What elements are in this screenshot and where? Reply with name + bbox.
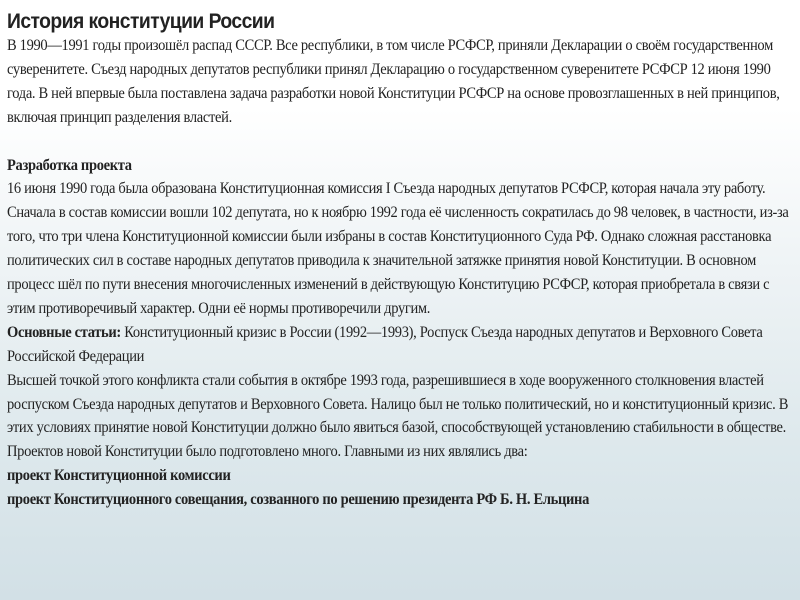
slide-body — [7, 34, 798, 512]
spacer — [7, 130, 798, 154]
main-articles-label: Основные статьи: — [7, 323, 121, 341]
paragraph-projects: Проектов новой Конституции было подготовлено много. Главными из них являлись два: — [7, 443, 528, 461]
section-heading: Разработка проекта — [7, 156, 132, 174]
project-item-1: проект Конституционной комиссии — [7, 467, 231, 485]
main-articles-line — [7, 321, 798, 369]
main-articles-text: Конституционный кризис в России (1992—1993), Роспуск Съезда народных депутатов и Верховного Совета Российской Федерации — [7, 323, 763, 365]
project-item-2: проект Конституционного совещания, созванного по решению президента РФ Б. Н. Ельцина — [7, 491, 590, 509]
paragraph-conflict: Высшей точкой этого конфликта стали события в октябре 1993 года, разрешившиеся в ходе вооруженного столкновения властей роспуском Съезда народных депутатов и Верховного Совета. Налицо был не только политический, но и конституционный кризис. В этих условиях принятие новой Конституции должно было явиться базой, способствующей установлению стабильности в обществе. — [7, 371, 789, 437]
page-title: История конституции России — [7, 10, 275, 33]
intro-paragraph: В 1990—1991 годы произошёл распад СССР. Все республики, в том числе РСФСР, приняли Декларации о своём государственном суверенитете. Съезд народных депутатов республики принял Декларацию о государственном суверенитете РСФСР 12 июня 1990 года. В ней впервые была поставлена задача разработки новой Конституции РСФСР на основе провозглашенных в ней принципов, включая принцип разделения властей. — [7, 37, 780, 126]
paragraph-commission: 16 июня 1990 года была образована Конституционная комиссия I Съезда народных депутатов РСФСР, которая начала эту работу. Сначала в состав комиссии вошли 102 депутата, но к ноябрю 1992 года её численность сократилась до 98 человек, в частности, из-за того, что три члена Конституционной комиссии были избраны в состав Конституционного Суда РФ. Однако сложная расстановка политических сил в составе народных депутатов приводила к значительной затяжке принятия новой Конституции. В основном процесс шёл по пути внесения многочисленных изменений в действующую Конституцию РСФСР, которая приобретала в связи с этим противоречивый характер. Одни её нормы противоречили другим. — [7, 180, 789, 317]
